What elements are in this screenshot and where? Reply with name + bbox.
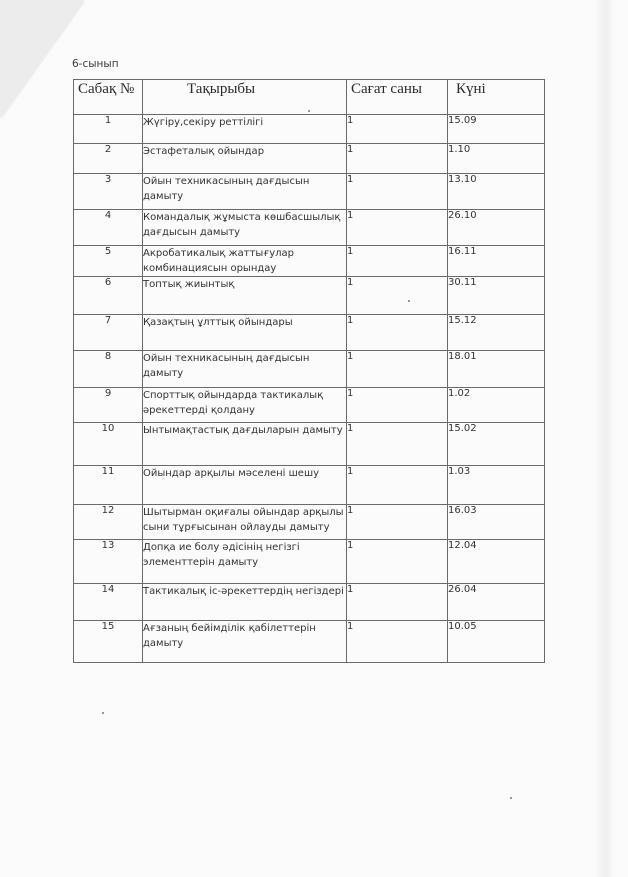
lesson-number-cell: 2	[74, 144, 143, 174]
topic-cell: Тактикалық іс-әрекеттердің негіздері	[143, 584, 347, 621]
lesson-number-cell: 10	[74, 423, 143, 466]
topic-cell: Ынтымақтастық дағдыларын дамыту	[143, 423, 347, 466]
hours-cell: 1	[347, 423, 448, 466]
hours-cell: 1	[347, 115, 448, 144]
table-row	[74, 351, 545, 388]
hours-cell: 1	[347, 174, 448, 210]
hours-cell: 1	[347, 540, 448, 584]
table-row	[74, 277, 545, 315]
topic-cell: Ойындар арқылы мәселені шешу	[143, 466, 347, 505]
table-row	[74, 621, 545, 663]
table-row	[74, 315, 545, 351]
header-hours: Сағат саны	[347, 80, 448, 115]
lesson-number-cell: 4	[74, 210, 143, 246]
lesson-number-cell: 13	[74, 540, 143, 584]
hours-cell: 1	[347, 466, 448, 505]
table-row	[74, 210, 545, 246]
class-label: 6-сынып	[72, 58, 119, 70]
hours-cell: 1	[347, 315, 448, 351]
lesson-number-cell: 1	[74, 115, 143, 144]
topic-cell: Ойын техникасының дағдысын дамыту	[143, 174, 347, 210]
topic-cell: Ағзаның бейімділік қабілеттерін дамыту	[143, 621, 347, 663]
scan-edge-shadow	[594, 0, 614, 877]
date-cell: 13.10	[448, 174, 545, 210]
table-row	[74, 584, 545, 621]
scan-speck	[408, 300, 410, 302]
hours-cell: 1	[347, 584, 448, 621]
date-cell: 15.09	[448, 115, 545, 144]
date-cell: 26.10	[448, 210, 545, 246]
header-topic: Тақырыбы	[143, 80, 347, 115]
topic-cell: Шытырман оқиғалы ойындар арқылы сыни тұрғысынан ойлауды дамыту	[143, 505, 347, 540]
date-cell: 1.02	[448, 388, 545, 423]
hours-cell: 1	[347, 505, 448, 540]
lesson-number-cell: 6	[74, 277, 143, 315]
hours-cell: 1	[347, 144, 448, 174]
lesson-number-cell: 11	[74, 466, 143, 505]
header-lesson-no: Сабақ №	[74, 80, 143, 115]
topic-cell: Командалық жұмыста көшбасшылық дағдысын дамыту	[143, 210, 347, 246]
date-cell: 12.04	[448, 540, 545, 584]
table-row	[74, 174, 545, 210]
lesson-number-cell: 15	[74, 621, 143, 663]
hours-cell: 1	[347, 210, 448, 246]
table-row	[74, 466, 545, 505]
topic-cell: Акробатикалық жаттығулар комбинациясын орындау	[143, 246, 347, 277]
table-row	[74, 115, 545, 144]
date-cell: 16.11	[448, 246, 545, 277]
hours-cell: 1	[347, 246, 448, 277]
topic-cell: Жүгіру,секіру реттілігі	[143, 115, 347, 144]
topic-cell: Спорттық ойындарда тактикалық әрекеттерді қолдану	[143, 388, 347, 423]
scan-speck	[308, 110, 310, 112]
date-cell: 1.03	[448, 466, 545, 505]
date-cell: 15.12	[448, 315, 545, 351]
date-cell: 18.01	[448, 351, 545, 388]
lesson-number-cell: 5	[74, 246, 143, 277]
lesson-number-cell: 3	[74, 174, 143, 210]
table-row	[74, 388, 545, 423]
date-cell: 15.02	[448, 423, 545, 466]
lesson-number-cell: 12	[74, 505, 143, 540]
lesson-plan-table	[73, 79, 545, 663]
topic-cell: Қазақтың ұлттық ойындары	[143, 315, 347, 351]
hours-cell: 1	[347, 621, 448, 663]
topic-cell: Допқа ие болу әдісінің негізгі элементтерін дамыту	[143, 540, 347, 584]
lesson-number-cell: 8	[74, 351, 143, 388]
date-cell: 10.05	[448, 621, 545, 663]
header-date: Күні	[448, 80, 545, 115]
topic-cell: Топтық жиынтық	[143, 277, 347, 315]
topic-cell: Ойын техникасының дағдысын дамыту	[143, 351, 347, 388]
hours-cell: 1	[347, 388, 448, 423]
lesson-number-cell: 9	[74, 388, 143, 423]
date-cell: 26.04	[448, 584, 545, 621]
lesson-number-cell: 7	[74, 315, 143, 351]
table-row	[74, 423, 545, 466]
scan-speck	[102, 712, 104, 714]
table-row	[74, 540, 545, 584]
table-row	[74, 505, 545, 540]
hours-cell: 1	[347, 277, 448, 315]
topic-cell: Эстафеталық ойындар	[143, 144, 347, 174]
lesson-number-cell: 14	[74, 584, 143, 621]
date-cell: 30.11	[448, 277, 545, 315]
table-row	[74, 144, 545, 174]
date-cell: 1.10	[448, 144, 545, 174]
table-row	[74, 246, 545, 277]
scan-speck	[510, 797, 512, 799]
date-cell: 16.03	[448, 505, 545, 540]
hours-cell: 1	[347, 351, 448, 388]
